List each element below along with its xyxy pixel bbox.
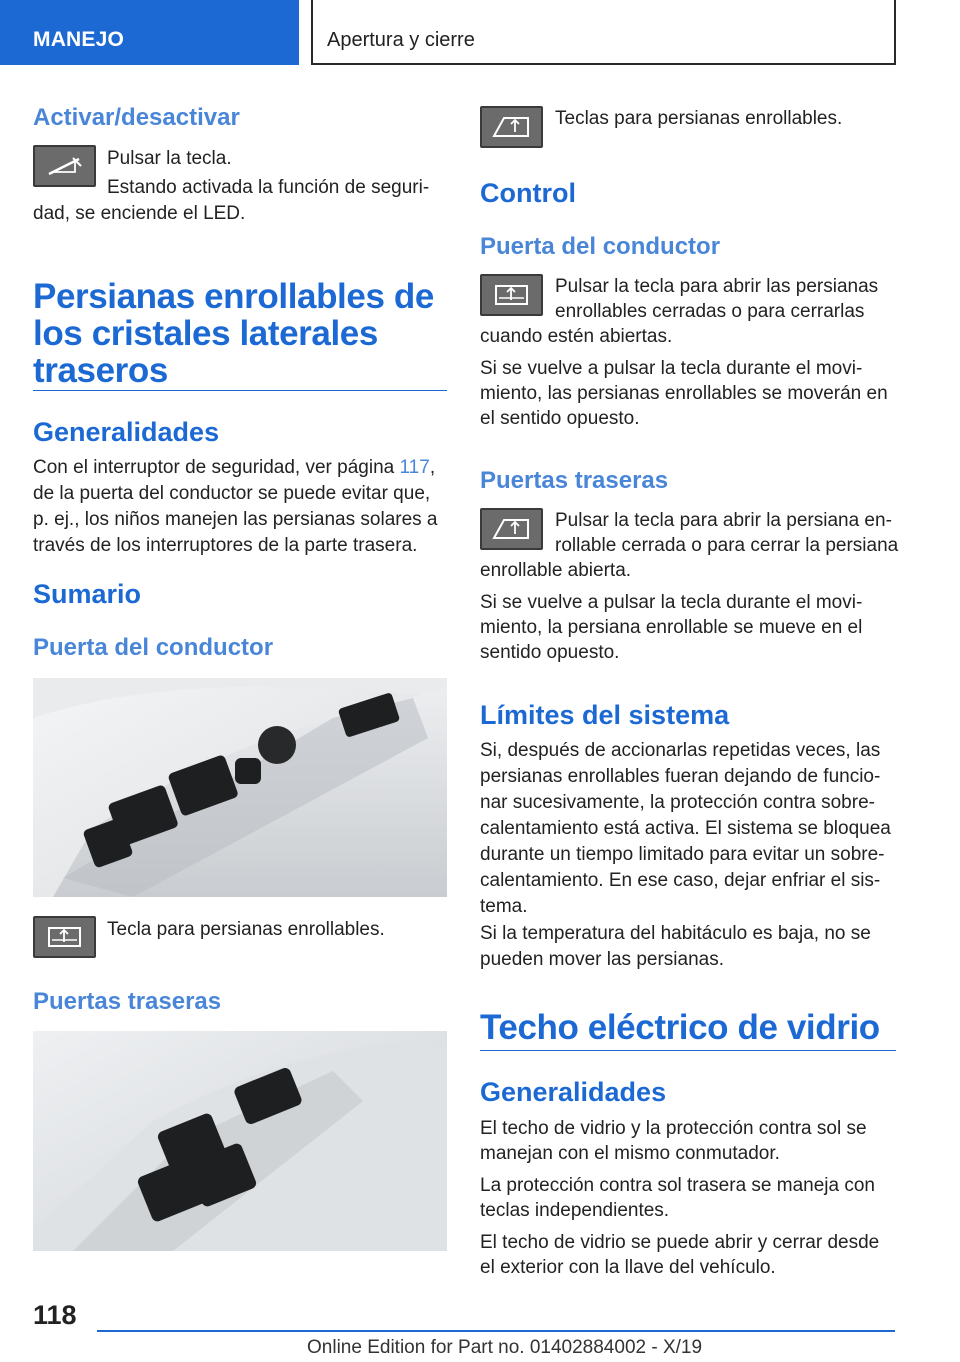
gen-text-line-3: p. ej., los niños manejen las persianas solares a: [33, 509, 438, 530]
big-title-line-1: Persianas enrollables de: [33, 277, 434, 316]
activar-text-1: Pulsar la tecla.: [107, 148, 232, 169]
heading-techo: Techo eléctrico de vidrio: [480, 1008, 880, 1047]
gen-text-line-2: de la puerta del conductor se puede evitar que,: [33, 483, 431, 504]
roller-blind-symbol-icon-2: [482, 276, 541, 314]
heading-generalidades-left: Generalidades: [33, 417, 220, 447]
pt-p2-text-1: Si se vuelve a pulsar la tecla durante el movi‐: [480, 592, 863, 613]
heading-control: Control: [480, 178, 576, 208]
tg-p2-text-2: teclas independientes.: [480, 1200, 670, 1221]
pt-p2-text-2: miento, la persiana enrollable se mueve en el: [480, 617, 863, 638]
activar-text-2b: dad, se enciende el LED.: [33, 203, 246, 224]
heading-limites: Límites del sistema: [480, 700, 730, 730]
page-link-117[interactable]: 117: [399, 457, 430, 478]
header-chapter-box: [311, 0, 896, 65]
pc-text-2: enrollables cerradas o para cerrarlas: [555, 301, 865, 322]
tg-p2-text-1: La protección contra sol trasera se maneja con: [480, 1175, 875, 1196]
pt-p2-text-3: sentido opuesto.: [480, 642, 620, 663]
header-section-tab: [0, 0, 299, 65]
roller-blind-key-icon-right-1: [480, 106, 543, 148]
pt-text-2: rollable cerrada o para cerrar la persiana: [555, 535, 899, 556]
lim-text-7: tema.: [480, 896, 528, 917]
lim-text-1: Si, después de accionarlas repetidas veces, las: [480, 740, 881, 761]
techo-rule: [480, 1050, 896, 1051]
lim-text-4: calentamiento está activa. El sistema se bloquea: [480, 818, 891, 839]
big-title-line-3: traseros: [33, 351, 168, 390]
lim-text-5: durante un tiempo limitado para evitar un sobre‐: [480, 844, 885, 865]
page-number: 118: [33, 1300, 77, 1330]
heading-sumario: Sumario: [33, 579, 142, 609]
tecla-text: Tecla para persianas enrollables.: [107, 919, 385, 940]
lim-text-6: calentamiento. En ese caso, dejar enfriar el sis‐: [480, 870, 881, 891]
child-lock-key-icon: [33, 145, 96, 187]
activar-text-2a: Estando activada la función de seguri‐: [107, 177, 430, 198]
gen-text-line-1b: ,: [429, 457, 436, 478]
tg-text-2: manejan con el mismo conmutador.: [480, 1143, 780, 1164]
teclas-text: Teclas para persianas enrollables.: [555, 108, 843, 129]
tg-p3-text-1: El techo de vidrio se puede abrir y cerrar desde: [480, 1232, 880, 1253]
tg-p3-text-2: el exterior con la llave del vehículo.: [480, 1257, 776, 1278]
pt-text-1: Pulsar la tecla para abrir la persiana en‐: [555, 510, 892, 531]
lim-p2-text-1: Si la temperatura del habitáculo es baja, no se: [480, 923, 871, 944]
heading-puertas-traseras-right: Puertas traseras: [480, 467, 669, 494]
lim-text-2: persianas enrollables fueran dejando de funcio‐: [480, 766, 881, 787]
heading-puertas-traseras-left: Puertas traseras: [33, 988, 222, 1015]
gen-text-line-1a: Con el interruptor de seguridad, ver página: [33, 457, 400, 478]
roller-blind-symbol-icon: [35, 918, 94, 956]
gen-text-line-1: [33, 455, 435, 480]
roller-blind-key-icon-right-3: [480, 508, 543, 550]
roller-blind-key-icon-left: [33, 916, 96, 958]
rear-roller-blind-symbol-icon: [482, 108, 541, 146]
roller-blind-key-icon-right-2: [480, 274, 543, 316]
pc-text-1: Pulsar la tecla para abrir las persianas: [555, 276, 879, 297]
child-lock-symbol-icon: [35, 147, 94, 185]
rear-roller-blind-symbol-icon-2: [482, 510, 541, 548]
rear-door-switches-photo: [33, 1031, 447, 1251]
tg-text-1: El techo de vidrio y la protección contra sol se: [480, 1118, 867, 1139]
pt-text-3: enrollable abierta.: [480, 560, 632, 581]
pc-p2-text-3: el sentido opuesto.: [480, 408, 640, 429]
big-title-line-2: los cristales laterales: [33, 314, 378, 353]
heading-generalidades-right: Generalidades: [480, 1077, 667, 1107]
heading-puerta-conductor-left: Puerta del conductor: [33, 634, 274, 661]
pc-p2-text-2: miento, las persianas enrollables se moverán en: [480, 383, 888, 404]
driver-door-switches-photo: [33, 678, 447, 897]
header-section-label: MANEJO: [33, 28, 125, 51]
header-chapter-label: Apertura y cierre: [327, 29, 475, 51]
footer-edition: Online Edition for Part no. 01402884002 - X/19: [307, 1337, 703, 1358]
pc-p2-text-1: Si se vuelve a pulsar la tecla durante el movi‐: [480, 358, 863, 379]
gen-text-line-4: través de los interruptores de la parte trasera.: [33, 535, 418, 556]
lim-p2-text-2: pueden mover las persianas.: [480, 949, 724, 970]
heading-puerta-conductor-right: Puerta del conductor: [480, 233, 721, 260]
footer-rule: [97, 1330, 895, 1332]
heading-activar: Activar/desactivar: [33, 104, 240, 131]
lim-text-3: nar sucesivamente, la protección contra sobre‐: [480, 792, 875, 813]
pc-text-3: cuando estén abiertas.: [480, 326, 673, 347]
big-title-rule: [33, 390, 447, 391]
